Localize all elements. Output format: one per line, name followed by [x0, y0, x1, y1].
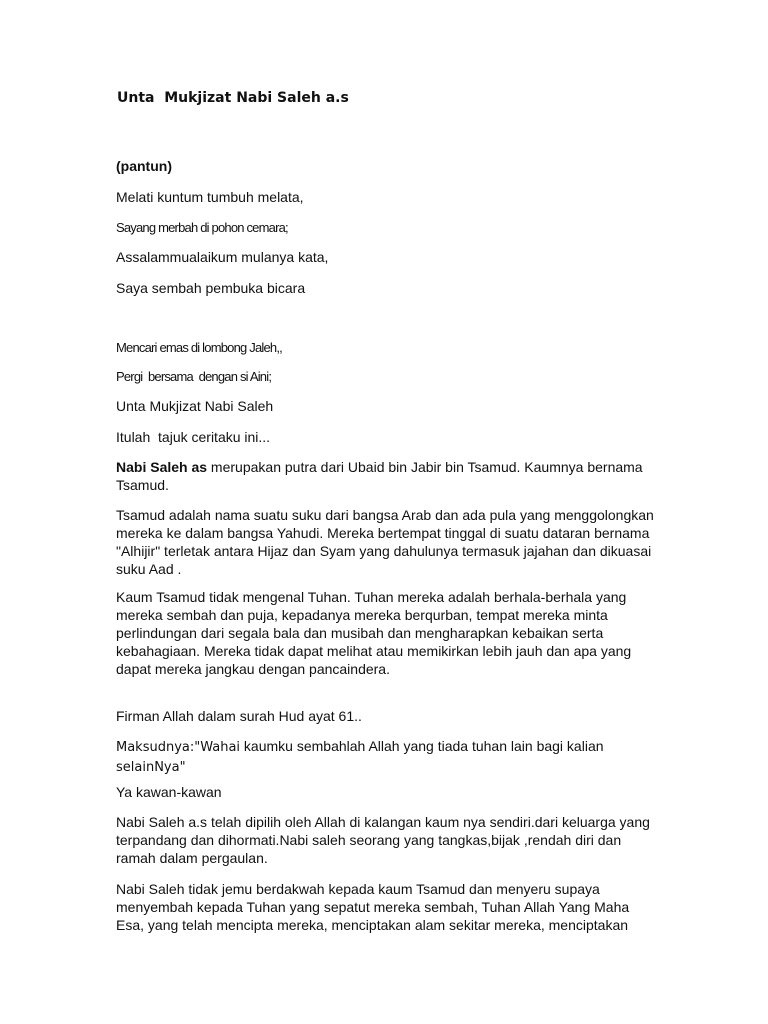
- paragraph-maksudnya: [116, 737, 656, 777]
- maksudnya-prefix: Maksudnya:"Wahai: [116, 740, 241, 755]
- pantun-line: Itulah tajuk ceritaku ini...: [116, 429, 271, 445]
- pantun-line: Pergi bersama dengan si Aini;: [116, 369, 272, 384]
- pantun-line: Melati kuntum tumbuh melata,: [116, 189, 304, 205]
- paragraph-text: merupakan putra dari Ubaid bin Jabir bin Tsamud. Kaumnya bernama Tsamud.: [116, 459, 643, 493]
- paragraph-bold-lead: Nabi Saleh as: [116, 459, 208, 475]
- paragraph-nabi-saleh: [116, 458, 656, 494]
- maksudnya-line2: selainNya": [116, 760, 186, 775]
- pantun-heading: (pantun): [116, 158, 172, 174]
- pantun-line: Mencari emas di lombong Jaleh,,: [116, 340, 282, 355]
- pantun-line: Assalammualaikum mulanya kata,: [116, 249, 329, 265]
- paragraph-berdakwah: Nabi Saleh tidak jemu berdakwah kepada kaum Tsamud dan menyeru supaya menyembah kepada Tuhan yang sepatut mereka sembah, Tuhan Allah Yang Maha Esa, yang telah mencipta mereka, menciptakan alam sekitar mereka, menciptakan: [116, 881, 630, 933]
- document-title: Unta Mukjizat Nabi Saleh a.s: [117, 90, 349, 106]
- pantun-line: Unta Mukjizat Nabi Saleh: [116, 398, 274, 414]
- paragraph-tsamud: Tsamud adalah nama suatu suku dari bangsa Arab dan ada pula yang menggolongkan mereka ke dalam bangsa Yahudi. Mereka bertempat tinggal di suatu dataran bernama "Alhijir" terletak antara Hijaz dan Syam yang dahulunya termasuk jajahan dan dikuasai suku Aad .: [116, 507, 654, 577]
- pantun-line: Sayang merbah di pohon cemara;: [116, 220, 288, 235]
- pantun-line: Saya sembah pembuka bicara: [116, 280, 306, 296]
- paragraph-dipilih: Nabi Saleh a.s telah dipilih oleh Allah di kalangan kaum nya sendiri.dari keluarga yang terpandang dan dihormati.Nabi saleh seorang yang tangkas,bijak ,rendah diri dan ramah dalam pergaulan.: [116, 814, 650, 866]
- paragraph-firman: Firman Allah dalam surah Hud ayat 61..: [116, 708, 362, 724]
- paragraph-kaum-tsamud: Kaum Tsamud tidak mengenal Tuhan. Tuhan mereka adalah berhala-berhala yang mereka sembah dan puja, kepadanya mereka berqurban, tempat mereka minta perlindungan dari segala bala dan musibah dan mengharapkan kebaikan serta kebahagiaan. Mereka tidak dapat melihat atau memikirkan lebih jauh dan apa yang dapat mereka jangkau dengan pancaindera.: [116, 589, 632, 677]
- paragraph-ya-kawan: Ya kawan-kawan: [116, 784, 222, 800]
- maksudnya-text: kaumku sembahlah Allah yang tiada tuhan lain bagi kalian: [240, 738, 604, 754]
